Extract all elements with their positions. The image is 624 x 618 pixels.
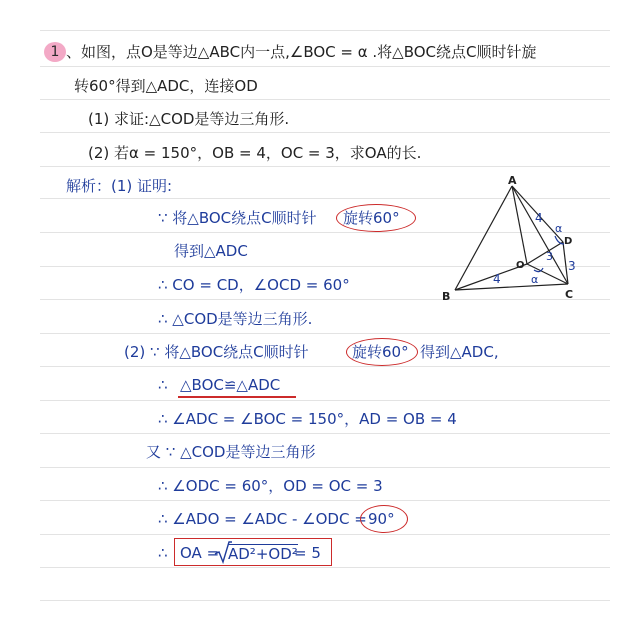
label-C: C <box>565 288 574 301</box>
rule-line <box>40 166 610 167</box>
rule-line <box>40 99 610 100</box>
segment-OD <box>527 242 563 264</box>
solution-step-11a: ∴ <box>158 544 168 562</box>
solution-step-11b: OA = <box>180 544 220 562</box>
solution-step-4: ∴ △COD是等边三角形. <box>158 310 313 328</box>
solution-step-5a: (2) ∵ 将△BOC绕点C顺时针 <box>124 343 309 361</box>
rule-line <box>40 400 610 401</box>
solution-step-7: ∴ ∠ADC = ∠BOC = 150°，AD = OB = 4 <box>158 410 457 428</box>
alpha-at-D: α <box>555 222 563 235</box>
solution-step-5b: 旋转60° <box>352 343 409 361</box>
length-AD-4: 4 <box>535 211 543 225</box>
solution-step-9: ∴ ∠ODC = 60°，OD = OC = 3 <box>158 477 383 495</box>
red-circle-rotate-60 <box>336 204 416 232</box>
rule-line <box>40 66 610 67</box>
length-BO-4: 4 <box>493 272 501 286</box>
problem-part-1: (1) 求证:△COD是等边三角形. <box>88 110 290 128</box>
label-B: B <box>442 290 451 303</box>
rule-line <box>40 333 610 334</box>
solution-step-6b: △BOC≌△ADC <box>180 376 281 394</box>
segment-BC <box>455 284 568 290</box>
label-O: O <box>516 260 525 271</box>
geometry-figure <box>430 170 590 310</box>
rule-line <box>40 500 610 501</box>
rule-line <box>40 534 610 535</box>
solution-step-1b: 旋转60° <box>343 209 400 227</box>
label-A: A <box>508 174 517 187</box>
alpha-at-O: α <box>531 273 539 286</box>
rule-line <box>40 467 610 468</box>
problem-part-2: (2) 若α = 150°，OB = 4，OC = 3，求OA的长. <box>88 144 422 162</box>
solution-step-8: 又 ∵ △COD是等边三角形 <box>146 443 316 461</box>
rule-line <box>40 567 610 568</box>
solution-step-10b: 90° <box>368 510 395 528</box>
solution-step-2: 得到△ADC <box>174 242 248 260</box>
problem-line-1: 、如图，点O是等边△ABC内一点,∠BOC = α .将△BOC绕点C顺时针旋 <box>66 43 537 61</box>
red-circle-rotate-60 <box>346 338 418 366</box>
solution-step-3: ∴ CO = CD，∠OCD = 60° <box>158 276 350 294</box>
segment-AB <box>455 186 512 290</box>
rule-line <box>40 366 610 367</box>
rule-line <box>40 433 610 434</box>
solution-step-11d: = 5 <box>294 544 321 562</box>
segment-AO <box>512 186 527 264</box>
red-underline <box>178 396 296 398</box>
length-DC-3: 3 <box>568 259 576 273</box>
solution-step-10a: ∴ ∠ADO = ∠ADC - ∠ODC = <box>158 510 367 528</box>
question-number-badge: 1 <box>44 42 66 62</box>
red-circle-90 <box>360 505 408 533</box>
rule-line <box>40 132 610 133</box>
problem-line-2: 转60°得到△ADC，连接OD <box>74 77 258 95</box>
solution-step-1a: ∵ 将△BOC绕点C顺时针 <box>158 209 317 227</box>
solution-heading: 解析：(1) 证明: <box>66 177 173 195</box>
length-OD-3: 3 <box>546 250 553 263</box>
label-D: D <box>564 236 573 247</box>
rule-line <box>40 30 610 31</box>
rule-line <box>40 600 610 601</box>
solution-step-5c: 得到△ADC, <box>420 343 499 361</box>
solution-step-11c: AD²+OD² <box>228 545 298 563</box>
solution-step-6a: ∴ <box>158 376 168 394</box>
